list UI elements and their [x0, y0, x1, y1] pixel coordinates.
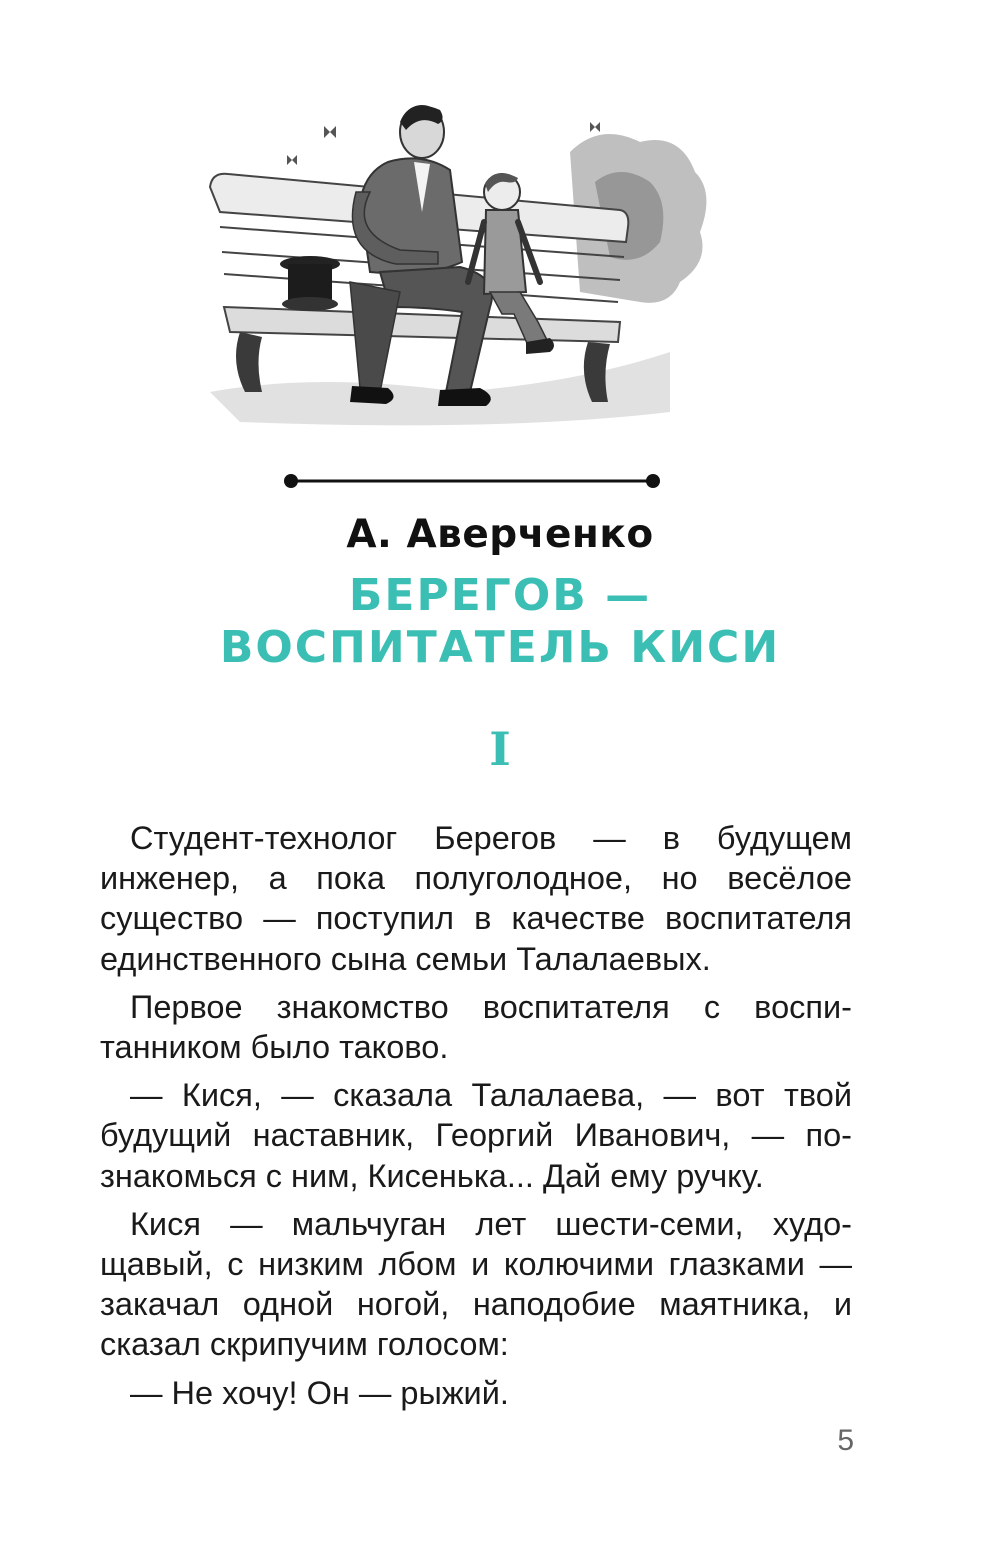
author-name: А. Аверченко	[346, 512, 654, 557]
story-title-line-1: БЕРЕГОВ —	[348, 570, 652, 621]
paragraph: — Не хочу! Он — рыжий.	[130, 1374, 509, 1411]
title-divider	[282, 472, 662, 490]
chapter-number: I	[489, 722, 511, 776]
paragraph: Первое знакомство воспитателя с воспитанником было таково.	[100, 988, 852, 1066]
bench-illustration	[200, 92, 720, 452]
page-number: 5	[837, 1424, 854, 1457]
paragraph: Кися — мальчуган лет шести-семи, худощавый, с низким лбом и колючими глазками — закачал одной ногой, наподобие маятника, и сказал скрипучим голосом:	[100, 1205, 852, 1363]
paragraph: — Кися, — сказала Талалаева, — вот твой будущий наставник, Георгий Иванович, — познакомься с ним, Кисенька... Дай ему ручку.	[100, 1077, 852, 1194]
paragraph: Студент-технолог Берегов — в будущем инженер, а пока полуголодное, но весёлое существо — поступил в качестве воспитателя единственного сына семьи Талалаевых.	[100, 820, 852, 977]
body-text	[100, 818, 852, 1421]
story-title-line-2: ВОСПИТАТЕЛЬ КИСИ	[219, 622, 781, 673]
